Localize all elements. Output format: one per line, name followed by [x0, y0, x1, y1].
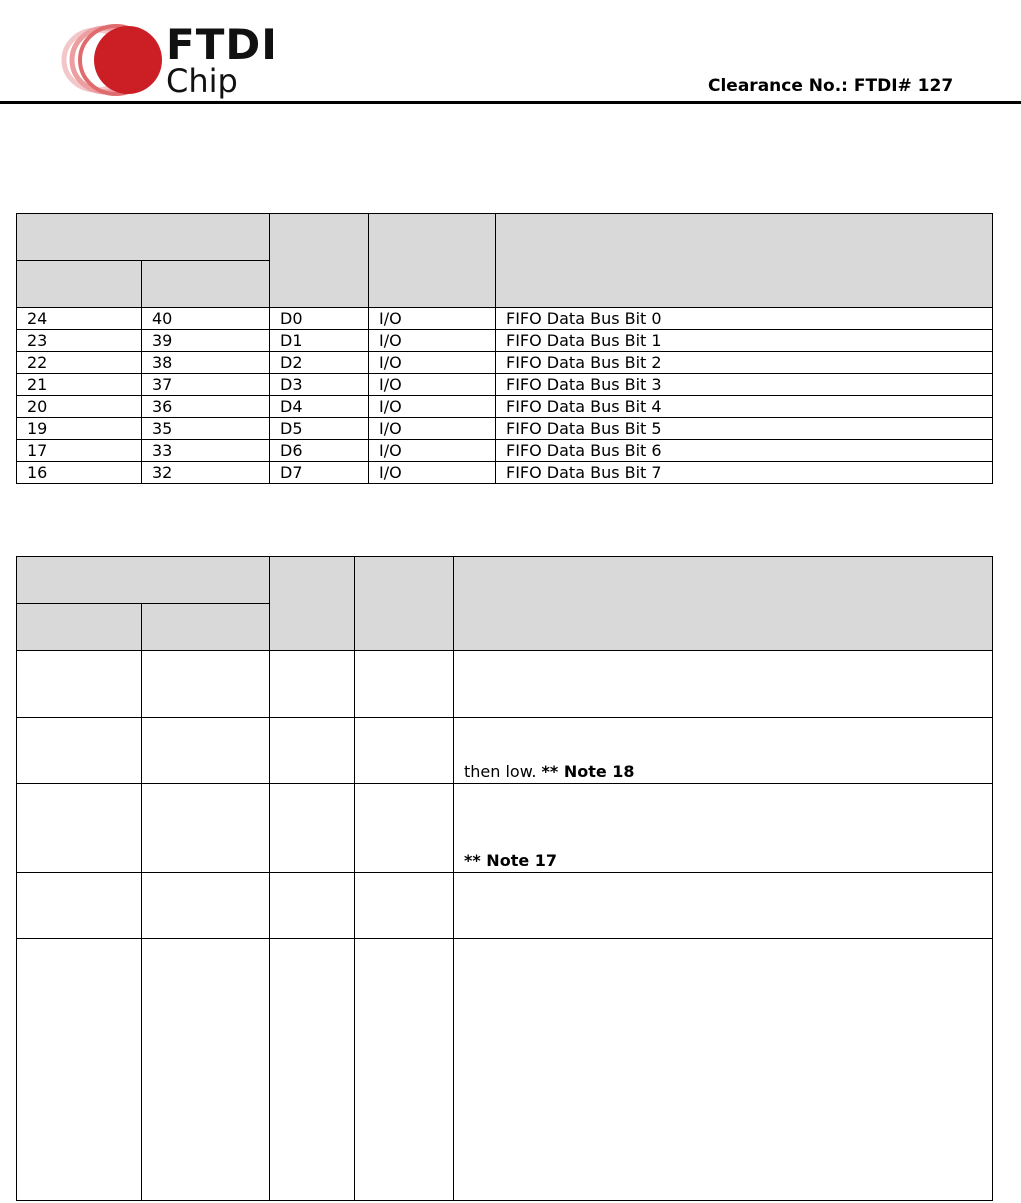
table-row: [17, 330, 993, 352]
pin-description: [454, 784, 993, 873]
table-row: [17, 873, 993, 939]
table-row: [17, 651, 993, 718]
logo-wordmark-ftdi: FTDI: [166, 20, 278, 69]
note-reference: ** Note 17: [464, 851, 558, 870]
pin-number-a: [17, 784, 142, 873]
pin-number-b: [142, 939, 270, 1201]
pin-number-b: [142, 873, 270, 939]
table-row: [17, 939, 993, 1201]
pin-number-a: 23: [17, 330, 142, 352]
pin-name: D5: [270, 418, 369, 440]
logo-swirl-icon: [64, 26, 162, 94]
pin-name: [270, 718, 355, 784]
pin-number-b: 33: [142, 440, 270, 462]
table-header-cell: [17, 604, 142, 651]
table-header-cell: [270, 214, 369, 308]
table-header-cell: [496, 214, 993, 308]
pin-number-b: 35: [142, 418, 270, 440]
pin-description: FIFO Data Bus Bit 0: [496, 308, 993, 330]
table-row: [17, 462, 993, 484]
pin-name: D6: [270, 440, 369, 462]
pin-type: I/O: [369, 308, 496, 330]
pin-number-a: 19: [17, 418, 142, 440]
pin-description: [454, 718, 993, 784]
pin-type: [355, 939, 454, 1201]
pin-number-a: 20: [17, 396, 142, 418]
pin-name: [270, 873, 355, 939]
table-row: [17, 440, 993, 462]
header-divider: [0, 101, 1021, 104]
pin-description: FIFO Data Bus Bit 5: [496, 418, 993, 440]
table-row: [17, 718, 993, 784]
table-header-cell: [17, 214, 270, 261]
pin-name: D0: [270, 308, 369, 330]
note-reference: ** Note 18: [541, 762, 635, 781]
table-row: [17, 308, 993, 330]
pin-type: I/O: [369, 440, 496, 462]
table-row: [17, 396, 993, 418]
pin-number-a: 22: [17, 352, 142, 374]
pin-name: D4: [270, 396, 369, 418]
pin-number-a: 17: [17, 440, 142, 462]
pin-number-a: [17, 718, 142, 784]
pin-number-b: [142, 651, 270, 718]
pin-number-b: 40: [142, 308, 270, 330]
pin-number-b: [142, 718, 270, 784]
control-pin-table: [16, 556, 993, 1201]
pin-number-a: 24: [17, 308, 142, 330]
table-header-cell: [142, 261, 270, 308]
pin-number-a: [17, 939, 142, 1201]
pin-name: D3: [270, 374, 369, 396]
pin-description: FIFO Data Bus Bit 6: [496, 440, 993, 462]
pin-name: [270, 784, 355, 873]
pin-number-a: [17, 873, 142, 939]
pin-number-a: [17, 651, 142, 718]
data-bus-pin-table: [16, 213, 993, 484]
table-header-cell: [454, 557, 993, 651]
description-text: then low.: [464, 762, 537, 781]
pin-name: D2: [270, 352, 369, 374]
pin-description: [454, 651, 993, 718]
table-header-cell: [369, 214, 496, 308]
pin-name: [270, 651, 355, 718]
pin-number-b: 39: [142, 330, 270, 352]
table-row: [17, 352, 993, 374]
pin-type: [355, 873, 454, 939]
table-header-cell: [355, 557, 454, 651]
table-row: [17, 418, 993, 440]
page-header: [0, 0, 1021, 106]
table-header-cell: [17, 557, 270, 604]
logo-wordmark-chip: Chip: [166, 62, 238, 100]
pin-description: FIFO Data Bus Bit 4: [496, 396, 993, 418]
pin-name: D1: [270, 330, 369, 352]
pin-description: [454, 873, 993, 939]
pin-type: [355, 784, 454, 873]
pin-number-b: 32: [142, 462, 270, 484]
pin-number-b: 37: [142, 374, 270, 396]
pin-type: [355, 718, 454, 784]
pin-number-a: 21: [17, 374, 142, 396]
pin-type: I/O: [369, 330, 496, 352]
pin-type: [355, 651, 454, 718]
pin-type: I/O: [369, 418, 496, 440]
pin-description: FIFO Data Bus Bit 2: [496, 352, 993, 374]
clearance-number: Clearance No.: FTDI# 127: [708, 76, 954, 96]
pin-number-b: [142, 784, 270, 873]
table-header-cell: [17, 261, 142, 308]
table-row: [17, 784, 993, 873]
pin-description: [454, 939, 993, 1201]
pin-number-a: 16: [17, 462, 142, 484]
pin-name: D7: [270, 462, 369, 484]
pin-description: FIFO Data Bus Bit 7: [496, 462, 993, 484]
pin-description: FIFO Data Bus Bit 3: [496, 374, 993, 396]
pin-type: I/O: [369, 396, 496, 418]
pin-type: I/O: [369, 462, 496, 484]
pin-type: I/O: [369, 374, 496, 396]
pin-type: I/O: [369, 352, 496, 374]
pin-number-b: 38: [142, 352, 270, 374]
pin-name: [270, 939, 355, 1201]
table-row: [17, 374, 993, 396]
table-header-cell: [142, 604, 270, 651]
table-header-cell: [270, 557, 355, 651]
pin-number-b: 36: [142, 396, 270, 418]
pin-description: FIFO Data Bus Bit 1: [496, 330, 993, 352]
